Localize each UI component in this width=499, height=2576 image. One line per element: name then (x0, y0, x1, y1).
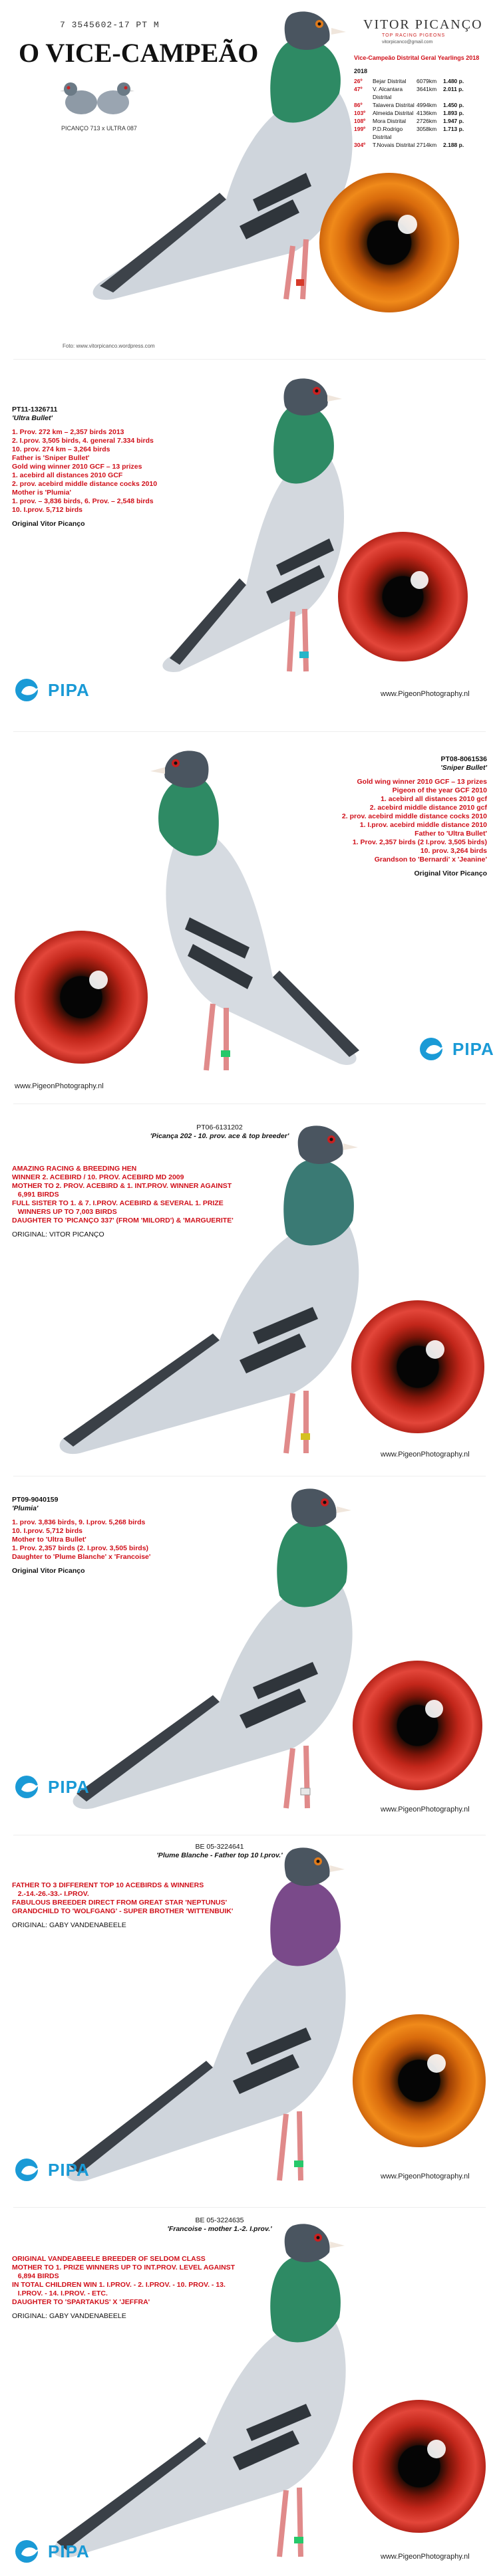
result-rank: 108º (354, 118, 366, 124)
pigeon-silhouette-icon (15, 2158, 44, 2182)
eye-photo-picanca-202 (351, 1300, 484, 1433)
achievement-line: 1. prov. – 3,836 birds, 6. Prov. – 2,548 birds (12, 497, 154, 505)
result-birds: 1.893 p. (443, 110, 464, 116)
achievement-line: 10. I.prov. 5,712 birds (12, 506, 83, 514)
achievement-line: 2. I.prov. 3,505 birds, 4. general 7.334 birds (12, 437, 154, 445)
pairing-caption: PICANÇO 713 x ULTRA 087 (61, 125, 137, 132)
achievement-line: FULL SISTER TO 1. & 7. I.PROV. ACEBIRD & SEVERAL 1. PRIZE (12, 1199, 224, 1207)
achievement-line: 6,894 BIRDS (12, 2272, 59, 2280)
pipa-label: PIPA (452, 1038, 494, 1059)
pigeon-photo-plume-blanche (40, 1835, 373, 2200)
results-row (354, 101, 464, 109)
eye-photo-francoise (353, 2400, 486, 2533)
page-title: O VICE-CAMPEÃO (19, 38, 259, 68)
eye-photo-plumia (353, 1661, 482, 1790)
achievement-line: 1. Prov. 2,357 birds (2. I.prov. 3,505 birds) (12, 1544, 149, 1552)
origin-label: Original Vitor Picanço (12, 520, 85, 528)
achievement-line: Mother to 'Ultra Bullet' (12, 1536, 86, 1544)
photo-credit: www.PigeonPhotography.nl (381, 2553, 470, 2561)
eye-photo-plume-blanche (353, 2014, 486, 2147)
achievement-line: 10. prov. 274 km – 3,264 birds (12, 445, 110, 453)
achievement-line: FATHER TO 3 DIFFERENT TOP 10 ACEBIRDS & WINNERS (12, 1881, 204, 1889)
pigeon-name: 'Picança 202 - 10. prov. ace & top breeder' (150, 1132, 289, 1140)
pipa-logo (15, 678, 90, 702)
ring-number: BE 05-3224635 (195, 2216, 244, 2224)
achievement-line: 2. acebird middle distance 2010 gcf (369, 804, 487, 812)
achievements-list (286, 778, 487, 864)
achievement-line: Grandson to 'Bernardi' x 'Jeanine' (374, 856, 487, 864)
achievement-line: MOTHER TO 2. PROV. ACEBIRD & 1. INT.PROV. WINNER AGAINST (12, 1182, 232, 1190)
pipa-label: PIPA (48, 2541, 90, 2561)
achievement-line: 1. I.prov. acebird middle distance 2010 (359, 821, 487, 829)
result-birds: 2.011 p. (443, 86, 464, 92)
achievement-line: Father is 'Sniper Bullet' (12, 454, 90, 462)
achievement-line: I.PROV. - 14. I.PROV. - ETC. (12, 2289, 108, 2297)
results-row (354, 141, 464, 149)
achievement-line: AMAZING RACING & BREEDING HEN (12, 1165, 137, 1173)
result-race: T.Novais Distrital (373, 142, 415, 148)
pigeon-photo-picanca-202 (27, 1108, 386, 1466)
achievement-line: 2.-14.-26.-33.- I.PROV. (12, 1890, 89, 1898)
achievement-line: WINNER 2. ACEBIRD / 10. PROV. ACEBIRD MD 2009 (12, 1173, 184, 1181)
pigeon-photo-main (73, 0, 359, 312)
result-rank: 199º (354, 126, 366, 132)
achievement-line: MOTHER TO 1. PRIZE WINNERS UP TO INT.PROV. LEVEL AGAINST (12, 2264, 236, 2272)
results-row (354, 125, 464, 141)
pigeon-panel-francoise (0, 2207, 499, 2576)
result-rank: 26º (354, 78, 363, 84)
pipa-label: PIPA (48, 1776, 90, 1797)
pigeon-silhouette-icon (419, 1037, 448, 1061)
pigeon-name: 'Ultra Bullet' (12, 414, 53, 422)
achievement-line: Mother is 'Plumia' (12, 489, 72, 497)
pipa-logo (15, 2539, 90, 2563)
pigeon-name: 'Plumia' (12, 1504, 39, 1512)
result-distance: 2714km (416, 142, 437, 148)
photo-source-url: Foto: www.vitorpicanco.wordpress.com (63, 343, 155, 349)
photo-credit: www.PigeonPhotography.nl (381, 1806, 470, 1814)
achievement-line: ORIGINAL VANDEABEELE BREEDER OF SELDOM CLASS (12, 2255, 206, 2263)
results-row (354, 117, 464, 125)
achievement-line: 1. acebird all distances 2010 gcf (381, 795, 487, 803)
achievement-line: FABULOUS BREEDER DIRECT FROM GREAT STAR 'NEPTUNUS' (12, 1899, 228, 1907)
result-distance: 3058km (416, 126, 437, 132)
achievement-line: DAUGHTER TO 'PICANÇO 337' (FROM 'MILORD') & 'MARGUERITE' (12, 1217, 234, 1225)
pipa-label: PIPA (48, 679, 90, 700)
result-distance: 4994km (416, 102, 437, 108)
result-distance: 4136km (416, 110, 437, 116)
result-race: Mora Distrital (373, 118, 407, 124)
photo-credit: www.PigeonPhotography.nl (381, 690, 470, 698)
pigeon-name: 'Sniper Bullet' (440, 764, 487, 772)
ring-number: PT08-8061536 (440, 755, 487, 763)
pipa-label: PIPA (48, 2159, 90, 2180)
ring-number: BE 05-3224641 (195, 1843, 244, 1851)
pigeon-panel-plume-blanche (0, 1835, 499, 2207)
pigeon-name: 'Plume Blanche - Father top 10 I.prov.' (156, 1851, 283, 1859)
result-distance: 6079km (416, 78, 437, 84)
pigeon-panel-ultra-bullet (0, 359, 499, 731)
breeder-email: vitorpicanco@gmail.com (382, 40, 433, 45)
pigeon-silhouette-icon (15, 678, 44, 702)
result-birds: 1.947 p. (443, 118, 464, 124)
achievement-line: 1. Prov. 272 km – 2,357 birds 2013 (12, 428, 124, 436)
origin-label: ORIGINAL: GABY VANDENABEELE (12, 1921, 126, 1929)
result-race: V. Alcantara Distrital (373, 86, 403, 100)
pigeon-silhouette-icon (15, 2539, 44, 2563)
achievement-line: 2. prov. acebird middle distance cocks 2010 (12, 480, 158, 488)
origin-label: ORIGINAL: GABY VANDENABEELE (12, 2312, 126, 2320)
achievement-line: 1. prov. 3,836 birds, 9. I.prov. 5,268 birds (12, 1518, 146, 1526)
pigeon-photo-ultra-bullet (153, 372, 373, 685)
pedigree-text-sniper-bullet (286, 755, 487, 878)
pigeon-photo-francoise (27, 2207, 373, 2573)
results-year: 2018 (354, 68, 368, 74)
pigeon-photo-plumia (47, 1476, 379, 1821)
photo-credit: www.PigeonPhotography.nl (15, 1082, 104, 1090)
result-birds: 2.188 p. (443, 142, 464, 148)
pigeon-panel-picanca-202 (0, 1104, 499, 1476)
result-race: Talavera Distrital (373, 102, 415, 108)
achievement-line: Daughter to 'Plume Blanche' x 'Francoise' (12, 1553, 151, 1561)
achievement-line: Gold wing winner 2010 GCF – 13 prizes (357, 778, 487, 786)
pigeon-panel-plumia (0, 1476, 499, 1835)
results-row (354, 85, 464, 101)
ring-number: PT11-1326711 (12, 406, 58, 413)
pipa-logo (419, 1037, 494, 1061)
results-table (354, 77, 464, 149)
origin-label: ORIGINAL: VITOR PICANÇO (12, 1230, 104, 1238)
achievement-line: IN TOTAL CHILDREN WIN 1. I.PROV. - 2. I.PROV. - 10. PROV. - 13. (12, 2281, 226, 2289)
achievement-line: GRANDCHILD TO 'WOLFGANG' - SUPER BROTHER 'WITTENBUIK' (12, 1907, 234, 1915)
result-rank: 86º (354, 102, 363, 108)
photo-credit: www.PigeonPhotography.nl (381, 2172, 470, 2180)
achievement-line: Pigeon of the year GCF 2010 (392, 786, 487, 794)
origin-label: Original Vitor Picanço (414, 870, 487, 878)
achievement-line: 1. Prov. 2,357 birds (2 I.prov. 3,505 birds) (352, 838, 487, 846)
pigeon-name: 'Francoise - mother 1.-2. I.prov.' (167, 2225, 272, 2233)
result-race: P.D.Rodrigo Distrital (373, 126, 403, 140)
result-distance: 2726km (416, 118, 437, 124)
result-rank: 103º (354, 110, 366, 116)
ring-number: PT06-6131202 (196, 1123, 243, 1131)
origin-label: Original Vitor Picanço (12, 1567, 85, 1575)
pipa-logo (15, 2158, 90, 2182)
result-race: Bejar Distrital (373, 78, 407, 84)
results-title: Vice-Campeão Distrital Geral Yearlings 2018 (354, 55, 480, 61)
achievement-line: Gold wing winner 2010 GCF – 13 prizes (12, 463, 142, 471)
eye-photo-sniper-bullet (15, 931, 148, 1064)
result-birds: 1.713 p. (443, 126, 464, 132)
eye-photo-ultra-bullet (338, 532, 468, 661)
breeder-tagline: TOP RACING PIGEONS (382, 33, 446, 38)
ring-number: PT09-9040159 (12, 1496, 59, 1504)
header-ring-number: 7 3545602-17 PT M (60, 20, 160, 30)
achievement-line: 6,991 BIRDS (12, 1191, 59, 1199)
achievement-line: Father to 'Ultra Bullet' (415, 830, 487, 838)
achievement-line: 10. I.prov. 5,712 birds (12, 1527, 83, 1535)
result-rank: 304º (354, 142, 366, 148)
results-row (354, 109, 464, 117)
achievement-line: 2. prov. acebird middle distance cocks 2010 (341, 812, 487, 820)
photo-credit: www.PigeonPhotography.nl (381, 1451, 470, 1459)
pipa-logo (15, 1775, 90, 1799)
result-distance: 3641km (416, 86, 437, 92)
breeder-brand: VITOR PICANÇO (363, 17, 483, 32)
pigeon-silhouette-icon (15, 1775, 44, 1799)
achievement-line: WINNERS UP TO 7,003 BIRDS (12, 1208, 117, 1216)
eye-photo-main (319, 173, 459, 312)
result-birds: 1.480 p. (443, 78, 464, 84)
header-panel (0, 0, 499, 359)
pigeon-panel-sniper-bullet (0, 731, 499, 1104)
result-rank: 47º (354, 86, 363, 92)
achievement-line: 1. acebird all distances 2010 GCF (12, 471, 123, 479)
result-birds: 1.450 p. (443, 102, 464, 108)
result-race: Almeida Distrital (373, 110, 414, 116)
results-row (354, 77, 464, 85)
achievement-line: 10. prov. 3,264 birds (420, 847, 487, 855)
achievement-line: DAUGHTER TO 'SPARTAKUS' X 'JEFFRA' (12, 2298, 150, 2306)
